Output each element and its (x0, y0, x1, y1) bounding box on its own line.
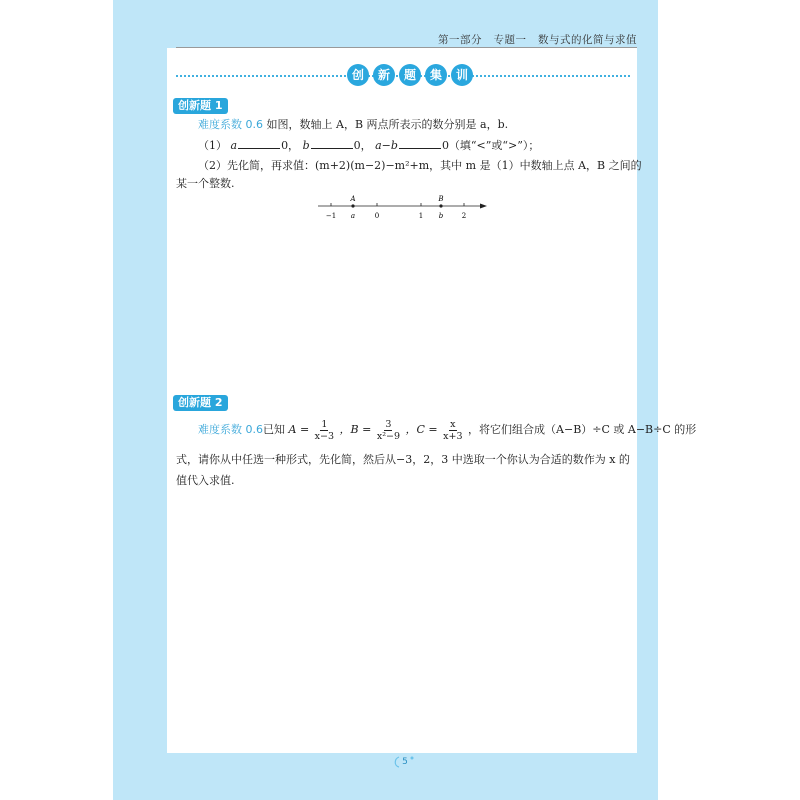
problem-2-text: ，将它们组合成（A−B）÷C 或 A−B÷C 的形 (468, 423, 697, 436)
fraction-b-denominator: x²−9 (376, 430, 401, 442)
section-title-char: 题 (399, 64, 421, 86)
fraction-b (376, 419, 401, 442)
section-title-char: 集 (425, 64, 447, 86)
problem-1-intro (198, 117, 508, 133)
section-title-char: 训 (451, 64, 473, 86)
fraction-c-denominator: x+3 (443, 430, 463, 442)
problem-1-question-2-cont: 某一个整数. (176, 177, 235, 190)
question-number: （1） (198, 139, 227, 152)
running-header (438, 33, 637, 47)
var-b: b (302, 139, 310, 152)
problem-2-tag: 创新题 2 (173, 395, 228, 411)
tick-label: −1 (325, 212, 337, 220)
point-b (439, 204, 442, 207)
page-number (393, 754, 417, 770)
fraction-a-label: A = (288, 423, 310, 436)
tick-label: a (350, 212, 356, 220)
header-part: 第一部分 (437, 34, 482, 46)
header-title: 数与式的化简与求值 (538, 34, 637, 46)
difficulty-label: 难度系数 0.6 (198, 118, 263, 131)
point-a-label: A (350, 195, 356, 203)
problem-2-line-3: 值代入求值. (176, 474, 235, 487)
section-banner (176, 64, 630, 88)
tick-label: b (438, 212, 444, 220)
header-rule (176, 47, 637, 48)
var-a: a (230, 139, 238, 152)
difficulty-label: 难度系数 0.6 (198, 423, 263, 436)
answer-blank (311, 137, 353, 149)
tick-label: 1 (418, 212, 424, 220)
problem-1-intro-text: 如图，数轴上 A，B 两点所表示的数分别是 a，b. (266, 118, 509, 131)
section-title-char: 创 (347, 64, 369, 86)
page-number-text: 5 (402, 757, 408, 767)
fraction-c (442, 419, 463, 442)
problem-2-text: 已知 (263, 423, 285, 436)
problem-1-question-1 (198, 137, 539, 154)
point-a (351, 204, 354, 207)
q1-text: 0， (353, 139, 372, 152)
problem-2-line-2: 式，请你从中任选一种形式，先化简，然后从−3，2，3 中选取一个你认为合适的数作为 x 的 (176, 453, 630, 466)
expr-a-minus-b: a−b (375, 139, 398, 152)
header-topic: 专题一 (493, 34, 527, 46)
fraction-a-numerator: 1 (321, 418, 328, 430)
q1-text: 0（填“<”或“>”）； (441, 139, 540, 152)
fraction-b-numerator: 3 (385, 418, 392, 430)
tick-label: 2 (461, 212, 467, 220)
q1-text: 0， (281, 139, 300, 152)
fraction-c-numerator: x (450, 418, 456, 430)
problem-1-tag: 创新题 1 (173, 98, 228, 114)
point-b-label: B (438, 195, 444, 203)
fraction-b-label: ，B = (339, 423, 372, 436)
number-line-arrow (480, 204, 487, 209)
fraction-a (314, 419, 335, 442)
tick-label: 0 (374, 212, 380, 220)
problem-2-line-1 (198, 416, 696, 444)
section-title-char: 新 (373, 64, 395, 86)
answer-blank (238, 137, 280, 149)
number-line-figure (315, 193, 490, 225)
fraction-c-label: ，C = (405, 423, 438, 436)
fraction-a-denominator: x−3 (314, 430, 335, 442)
answer-blank (399, 137, 441, 149)
problem-1-question-2: （2）先化简，再求值：(m+2)(m−2)−m²+m，其中 m 是（1）中数轴上点 A，B 之间的 (198, 159, 642, 172)
